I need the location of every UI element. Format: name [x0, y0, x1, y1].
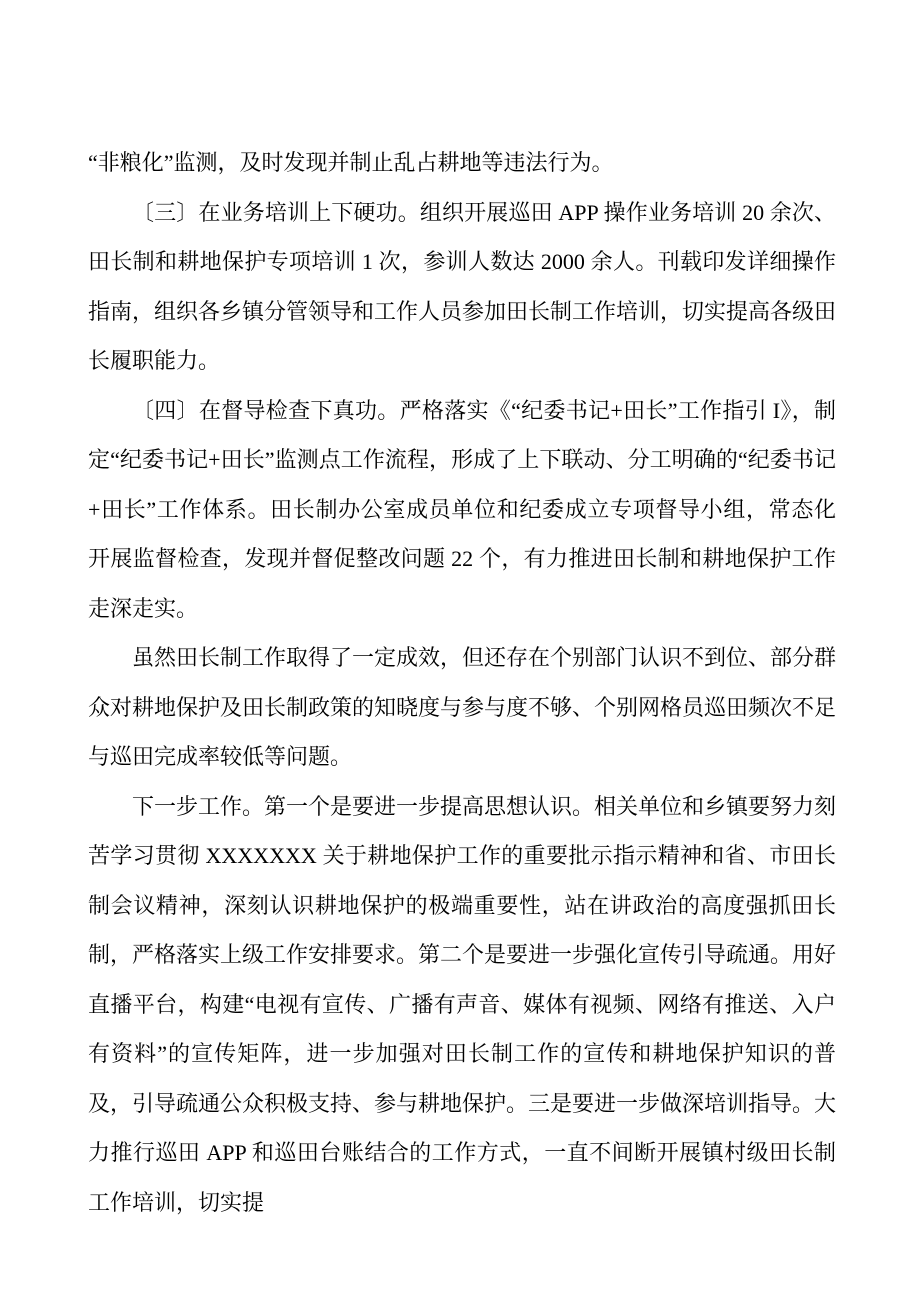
paragraph-section-4: 〔四〕在督导检查下真功。严格落实《“纪委书记+田长”工作指引 I》，制定“纪委书记+田长”监测点工作流程，形成了上下联动、分工明确的“纪委书记+田长”工作体系。田长制办公室成员单位和纪委成立专项督导小组，常态化开展监督检查，发现并督促整改问题 22 个，有力推进田长制和耕地保护工作走深走实。 — [88, 397, 836, 621]
paragraph-continuation: “非粮化”监测，及时发现并制止乱占耕地等违法行为。 — [88, 150, 614, 175]
paragraph-section-3: 〔三〕在业务培训上下硬功。组织开展巡田 APP 操作业务培训 20 余次、田长制和耕地保护专项培训 1 次，参训人数达 2000 余人。刊载印发详细操作指南，组织各乡镇分管领导和工作人员参加田长制工作培训，切实提高各级田长履职能力。 — [88, 199, 837, 373]
paragraph-next-steps: 下一步工作。第一个是要进一步提高思想认识。相关单位和乡镇要努力刻苦学习贯彻 XXXXXXX 关于耕地保护工作的重要批示指示精神和省、市田长制会议精神，深刻认识耕地保护的极端重要性，站在讲政治的高度强抓田长制，严格落实上级工作安排要求。第二个是要进一步强化宣传引导疏通。用好直播平台，构建“电视有宣传、广播有声音、媒体有视频、网络有推送、入户有资料”的宣传矩阵，进一步加强对田长制工作的宣传和耕地保护知识的普及，引导疏通公众积极支持、参与耕地保护。三是要进一步做深培训指导。大力推行巡田 APP 和巡田台账结合的工作方式，一直不间断开展镇村级田长制工作培训，切实提 — [88, 793, 837, 1215]
paragraph-problems: 虽然田长制工作取得了一定成效，但还存在个别部门认识不到位、部分群众对耕地保护及田长制政策的知晓度与参与度不够、个别网格员巡田频次不足与巡田完成率较低等问题。 — [88, 645, 837, 769]
